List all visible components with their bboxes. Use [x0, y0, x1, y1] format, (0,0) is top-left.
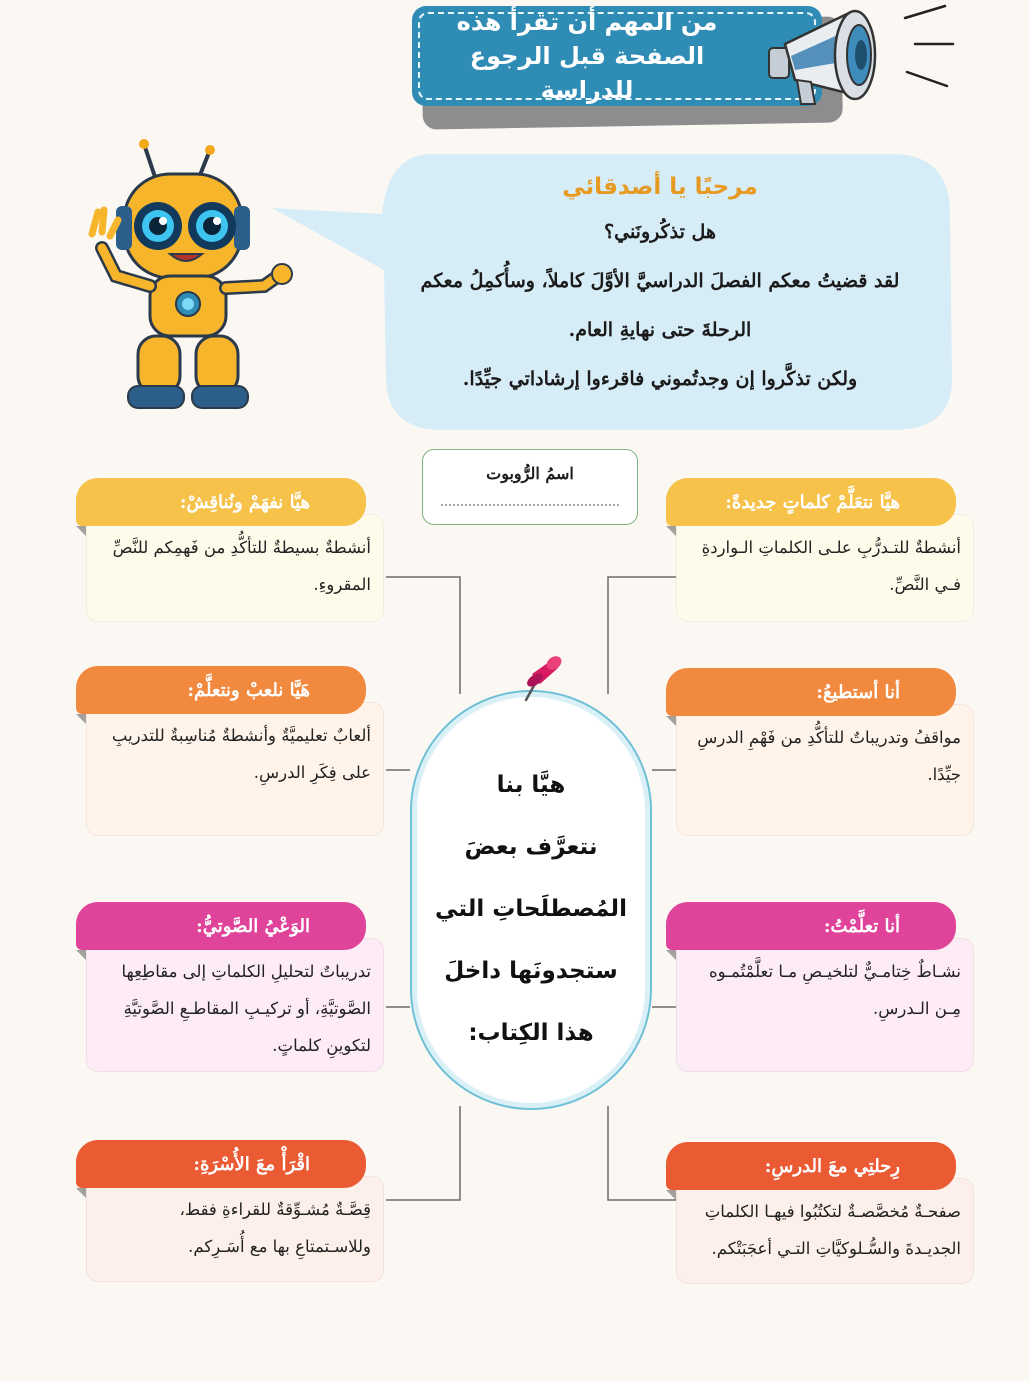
center-line-1: هيَّا بنا	[496, 772, 566, 798]
card-i-can-text: مواقفُ وتدريباتٌ للتأكُّدِ من فَهْمِ الدرسِ جيِّدًا.	[676, 704, 974, 836]
banner-line-1: من المهم أن تقرأ هذه	[456, 8, 718, 36]
card-my-journey-tab	[666, 1142, 956, 1190]
push-pin-icon	[522, 652, 564, 704]
card-i-can-tab	[666, 668, 956, 716]
card-phonetic-awareness-text: تدريباتٌ لتحليلِ الكلماتِ إلى مقاطِعِها الصَّوتيَّةِ، أو تركيـبِ المقاطـعِ الصَّوتيَّةِ لتكوينِ كلماتٍ.	[86, 938, 384, 1072]
card-understand-discuss-tab	[76, 478, 366, 526]
card-new-words-tab	[666, 478, 956, 526]
center-line-4: ستجدونَها داخلَ	[444, 958, 618, 984]
card-read-with-family-text: قِصَّـةٌ مُشـوِّقةٌ للقراءةِ فقط، وللاسـتمتاعِ بها مع أُسَـرِكم.	[86, 1176, 384, 1282]
bubble-line-4: ولكن تذكَّروا إن وجدتُموني فاقرءوا إرشاداتي جيِّدًا.	[462, 368, 858, 390]
center-text	[412, 754, 650, 1064]
bubble-line-2: لقد قضيتُ معكم الفصلَ الدراسيَّ الأوَّلَ كاملاً، وسأُكمِلُ معكم	[420, 270, 900, 292]
banner-line-2: الصفحة قبل الرجوع للدراسة	[469, 42, 705, 104]
card-new-words-text: أنشطةٌ للتـدرُّبِ علـى الكلماتِ الـواردةِ فـي النَّصِّ.	[676, 514, 974, 622]
card-understand-discuss-text: أنشطةٌ بسيطةٌ للتأكُّدِ من فَهمِكم للنَّصِّ المقروءِ.	[86, 514, 384, 622]
card-new-words-title: هيَّا نتعَلَّمْ كلماتٍ جديدةً:	[725, 491, 900, 513]
robot-name-label: اسمُ الرُّوبوت	[486, 464, 574, 483]
card-my-journey-text: صفحـةٌ مُخصَّصـةٌ لتكتُبُوا فيهـا الكلماتِ الجديـدةَ والسُّـلوكيَّاتِ التـي أعجَبَتْكم.	[676, 1178, 974, 1284]
card-my-journey-title: رِحلتِي معَ الدرسِ:	[764, 1155, 900, 1177]
card-read-with-family-title: اقْرَأْ معَ الأُسْرَةِ:	[193, 1153, 310, 1175]
card-i-learned-text: نشـاطٌ خِتامـيٌّ لتلخيـصِ مـا تعلَّمْتُمـوه مِـن الـدرسِ.	[676, 938, 974, 1072]
card-phonetic-awareness-tab	[76, 902, 366, 950]
center-capsule	[410, 690, 652, 1110]
card-understand-discuss-title: هيَّا نفهَمْ ونُناقِشْ:	[179, 491, 310, 513]
card-i-can-title: أنا أستطيعُ:	[816, 681, 900, 703]
card-play-learn-text: ألعابٌ تعليميَّةٌ وأنشطةٌ مُناسِبةٌ للتدريبِ على فِكَرِ الدرسِ.	[86, 702, 384, 836]
card-play-learn-title: هَيَّا نلعبْ ونتعلَّمْ:	[187, 679, 310, 701]
center-line-2: نتعرَّف بعضَ	[464, 834, 598, 860]
card-play-learn-tab	[76, 666, 366, 714]
greeting: مرحبًا يا أصدقائي	[562, 174, 758, 200]
card-i-learned-tab	[666, 902, 956, 950]
card-i-learned-title: أنا تعلَّمْتُ:	[823, 915, 900, 937]
card-phonetic-awareness-title: الوَعْيُ الصَّوتيُّ:	[196, 915, 310, 937]
center-line-3: المُصطلَحاتِ التي	[435, 896, 627, 922]
card-read-with-family-tab	[76, 1140, 366, 1188]
bubble-line-1: هل تذكُرونَني؟	[604, 221, 716, 243]
center-line-5: هذا الكِتاب:	[468, 1020, 594, 1046]
bubble-line-3: الرحلةَ حتى نهايةِ العام.	[568, 319, 752, 341]
